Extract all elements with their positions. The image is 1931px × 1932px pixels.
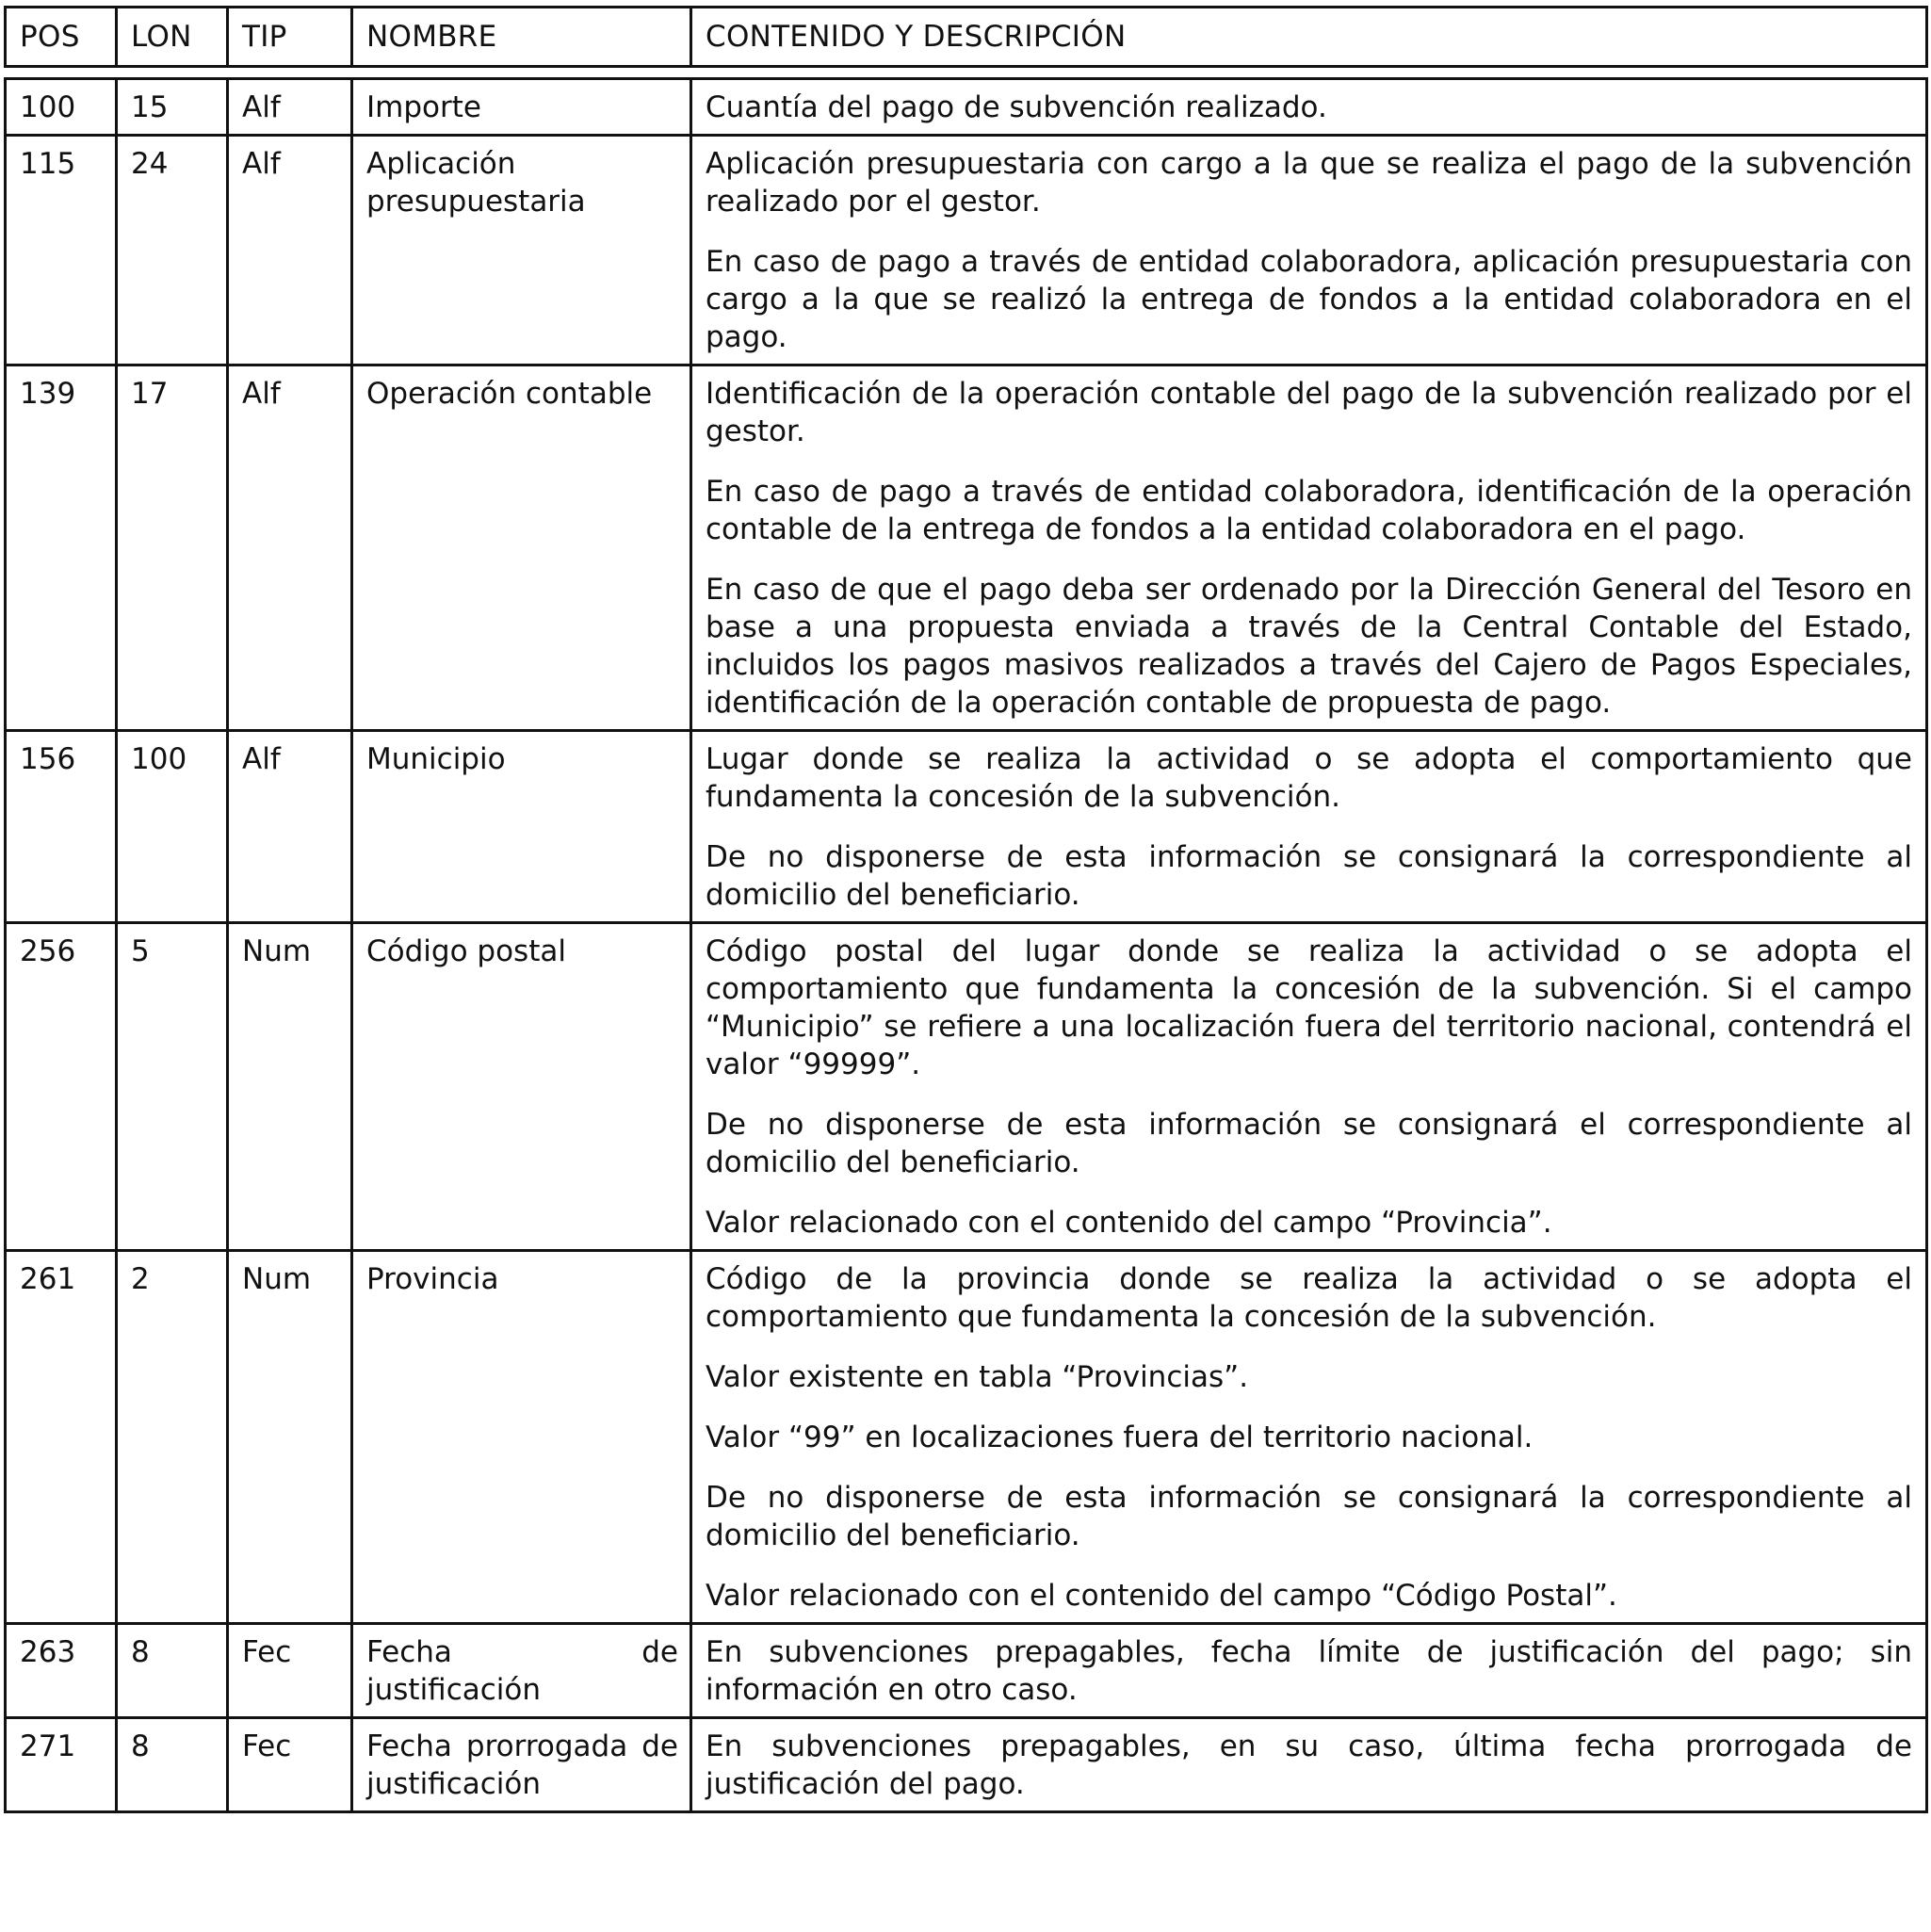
cell-descripcion xyxy=(691,1718,1927,1812)
cell-lon: 17 xyxy=(117,365,228,731)
cell-tip: Fec xyxy=(228,1624,352,1718)
cell-pos: 139 xyxy=(6,365,117,731)
cell-descripcion xyxy=(691,1624,1927,1718)
cell-pos: 156 xyxy=(6,731,117,923)
header-pos: POS xyxy=(6,8,117,67)
cell-pos: 271 xyxy=(6,1718,117,1812)
cell-nombre: Operación contable xyxy=(352,365,691,731)
cell-nombre: Fecha de justificación xyxy=(352,1624,691,1718)
cell-pos: 261 xyxy=(6,1251,117,1624)
table-row xyxy=(6,1251,1927,1624)
cell-tip: Alf xyxy=(228,731,352,923)
table-body xyxy=(6,67,1927,1812)
description-paragraph: Código postal del lugar donde se realiza la actividad o se adopta el comportamiento que fundamenta la concesión de la subvención. Si el campo “Municipio” se refiere a una localización fuera del territorio nacional, contendrá el valor “99999”. xyxy=(706,934,1912,1081)
cell-descripcion xyxy=(691,1251,1927,1624)
description-paragraph: En caso de que el pago deba ser ordenado por la Dirección General del Tesoro en base a una propuesta enviada a través de la Central Contable del Estado, incluidos los pagos masivos realizados a través del Cajero de Pagos Especiales, identificación de la operación contable de propuesta de pago. xyxy=(706,573,1912,720)
cell-descripcion xyxy=(691,79,1927,136)
table-row xyxy=(6,923,1927,1251)
cell-descripcion xyxy=(691,365,1927,731)
cell-tip: Num xyxy=(228,923,352,1251)
cell-nombre: Importe xyxy=(352,79,691,136)
cell-nombre: Aplicación presupuestaria xyxy=(352,136,691,365)
header-nombre: NOMBRE xyxy=(352,8,691,67)
cell-lon: 5 xyxy=(117,923,228,1251)
header-tip: TIP xyxy=(228,8,352,67)
cell-pos: 256 xyxy=(6,923,117,1251)
cell-lon: 24 xyxy=(117,136,228,365)
table-header xyxy=(6,8,1927,67)
description-paragraph: En subvenciones prepagables, fecha límite de justificación del pago; sin información en otro caso. xyxy=(706,1635,1912,1707)
cell-tip: Alf xyxy=(228,79,352,136)
table-row xyxy=(6,1624,1927,1718)
table-row xyxy=(6,136,1927,365)
cell-nombre: Fecha prorrogada de justificación xyxy=(352,1718,691,1812)
header-gap xyxy=(6,67,1927,79)
table-row xyxy=(6,731,1927,923)
cell-pos: 263 xyxy=(6,1624,117,1718)
description-paragraph: En caso de pago a través de entidad colaboradora, aplicación presupuestaria con cargo a la que se realizó la entrega de fondos a la entidad colaboradora en el pago. xyxy=(706,245,1912,354)
description-paragraph: En subvenciones prepagables, en su caso, última fecha prorrogada de justificación del pago. xyxy=(706,1729,1912,1801)
table-row xyxy=(6,1718,1927,1812)
table-row xyxy=(6,79,1927,136)
description-paragraph: En caso de pago a través de entidad colaboradora, identificación de la operación contable de la entrega de fondos a la entidad colaboradora en el pago. xyxy=(706,475,1912,546)
cell-lon: 100 xyxy=(117,731,228,923)
header-contenido: CONTENIDO Y DESCRIPCIÓN xyxy=(691,8,1927,67)
description-paragraph: Valor relacionado con el contenido del campo “Provincia”. xyxy=(706,1206,1552,1240)
cell-pos: 115 xyxy=(6,136,117,365)
cell-nombre: Código postal xyxy=(352,923,691,1251)
cell-nombre: Municipio xyxy=(352,731,691,923)
document-page xyxy=(4,6,1925,1813)
cell-lon: 2 xyxy=(117,1251,228,1624)
description-paragraph: Valor existente en tabla “Provincias”. xyxy=(706,1360,1249,1394)
description-paragraph: Código de la provincia donde se realiza la actividad o se adopta el comportamiento que fundamenta la concesión de la subvención. xyxy=(706,1262,1912,1334)
description-paragraph: Aplicación presupuestaria con cargo a la que se realiza el pago de la subvención realizado por el gestor. xyxy=(706,147,1912,219)
description-paragraph: Cuantía del pago de subvención realizado. xyxy=(706,90,1327,124)
cell-descripcion xyxy=(691,731,1927,923)
description-paragraph: Valor “99” en localizaciones fuera del territorio nacional. xyxy=(706,1421,1533,1454)
description-paragraph: De no disponerse de esta información se consignará la correspondiente al domicilio del beneficiario. xyxy=(706,840,1912,912)
table-row xyxy=(6,365,1927,731)
description-paragraph: Valor relacionado con el contenido del campo “Código Postal”. xyxy=(706,1579,1617,1613)
header-lon: LON xyxy=(117,8,228,67)
cell-tip: Fec xyxy=(228,1718,352,1812)
cell-tip: Num xyxy=(228,1251,352,1624)
header-row xyxy=(6,8,1927,67)
description-paragraph: De no disponerse de esta información se consignará la correspondiente al domicilio del beneficiario. xyxy=(706,1481,1912,1552)
cell-lon: 8 xyxy=(117,1624,228,1718)
description-paragraph: De no disponerse de esta información se consignará el correspondiente al domicilio del beneficiario. xyxy=(706,1108,1912,1179)
cell-descripcion xyxy=(691,923,1927,1251)
cell-lon: 8 xyxy=(117,1718,228,1812)
cell-tip: Alf xyxy=(228,136,352,365)
cell-nombre: Provincia xyxy=(352,1251,691,1624)
cell-descripcion xyxy=(691,136,1927,365)
description-paragraph: Identificación de la operación contable del pago de la subvención realizado por el gestor. xyxy=(706,377,1912,448)
description-paragraph: Lugar donde se realiza la actividad o se adopta el comportamiento que fundamenta la concesión de la subvención. xyxy=(706,742,1912,814)
cell-tip: Alf xyxy=(228,365,352,731)
cell-lon: 15 xyxy=(117,79,228,136)
field-spec-table xyxy=(4,6,1928,1813)
cell-pos: 100 xyxy=(6,79,117,136)
